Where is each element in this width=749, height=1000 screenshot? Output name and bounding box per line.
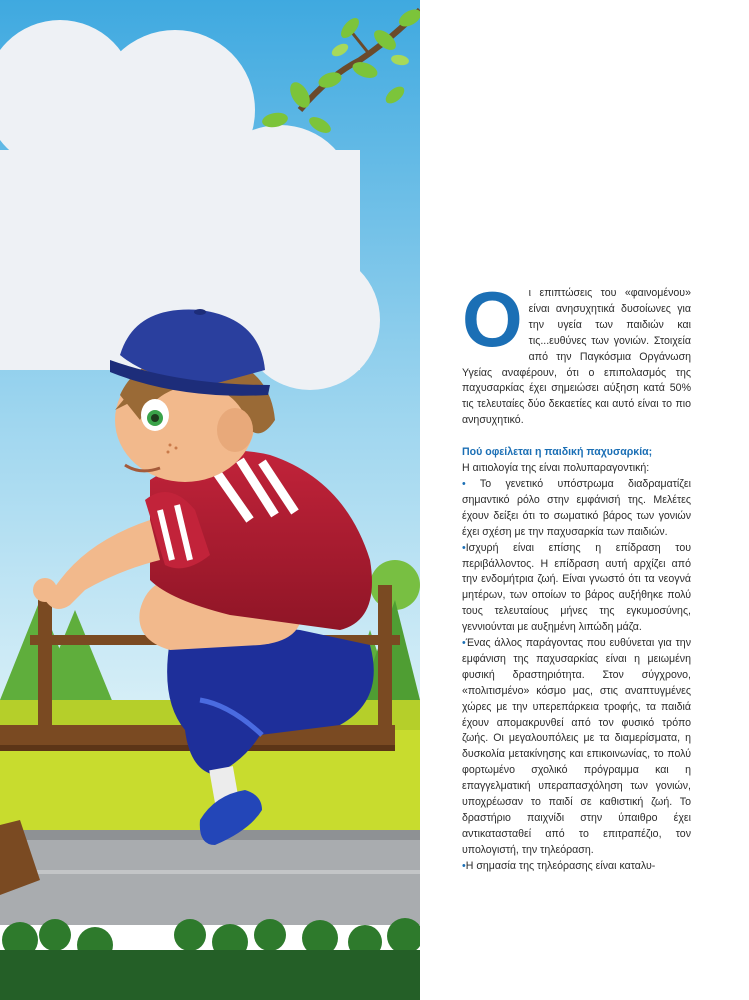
drop-cap: Ο — [462, 275, 523, 363]
section-heading: Πού οφείλεται η παιδική παχυσαρκία; — [462, 446, 653, 459]
lead-line: Η αιτιολογία της είναι πολυπαραγοντική: — [462, 462, 650, 475]
list-item — [462, 477, 691, 541]
list-item-text: Ισχυρή είναι επίσης η επίδραση του περιβάλλοντος. Η επίδραση αυτή αρχίζει από την ενδομήτρια ζωή. Είναι γνωστό ότι τα νεογνά μητέρων, των οποίων το βάρος αυξήθηκε πολύ τους τελευταίους μήνες της εγκυμοσύνης, γεννιούνται με αυξημένη λιπώδη μάζα. — [462, 541, 691, 634]
list-item-text: Ένας άλλος παράγοντας που ευθύνεται για την εμφάνιση της παχυσαρκίας είναι η μειωμένη φυσική δραστηριότητα. Στον σύγχρονο, «πολιτισμένο» κόσμο μας, στις αναπτυγμένες χώρες με την υπερεπάρκεια τροφής, τα παιδιά έχουν απομακρυνθεί από τον φυσικό τρόπο ζωής. Οι μεγαλουπόλεις με τα διαμερίσματα, η δυσκολία μετακίνησης και επικοινωνίας, το πολύ φορτωμένο σχολικό πρόγραμμα και η επαγγελματική υπεραπασχόληση των γονιών, υποχρέωσαν το παιδί σε καθιστική ζωή. Το δραστήριο παιχνίδι στην ύπαιθρο έχει αντικατασταθεί από το επιτραπέζιο, τον υπολογιστή, την τηλεόραση. — [462, 637, 691, 856]
list-item-text: Η σημασία της τηλεόρασης είναι καταλυ- — [465, 859, 656, 872]
intro-paragraph: ι επιπτώσεις του «φαινομένου» είναι ανησυχητικά δυσοίωνες για την υγεία των παιδιών και τις...ευθύνες των γονιών. Στοιχεία από την Παγκόσμια Οργάνωση Υγείας αναφέρουν, ότι ο επιπολασμός της παχυσαρκίας έχει σημειώσει αύξηση κατά 50% τις τελευταίες δύο δεκαετίες και αυτό είναι το πιο ανησυχητικό. — [462, 287, 691, 427]
bullet-icon: • — [462, 541, 466, 554]
list-item-text: Το γενετικό υπόστρωμα διαδραματίζει σημαντικό ρόλο στην εμφάνισή της. Μελέτες έχουν δείξει ότι το σωματικό βάρος των γονιών έχει σχέση με την παχυσαρκία των παιδιών. — [462, 477, 691, 538]
article-column — [462, 275, 691, 875]
bullet-icon: • — [462, 637, 466, 650]
bullet-icon: • — [462, 477, 466, 490]
list-item — [462, 636, 691, 859]
list-item — [462, 541, 691, 636]
bullet-icon: • — [462, 859, 466, 872]
list-item — [462, 859, 691, 875]
